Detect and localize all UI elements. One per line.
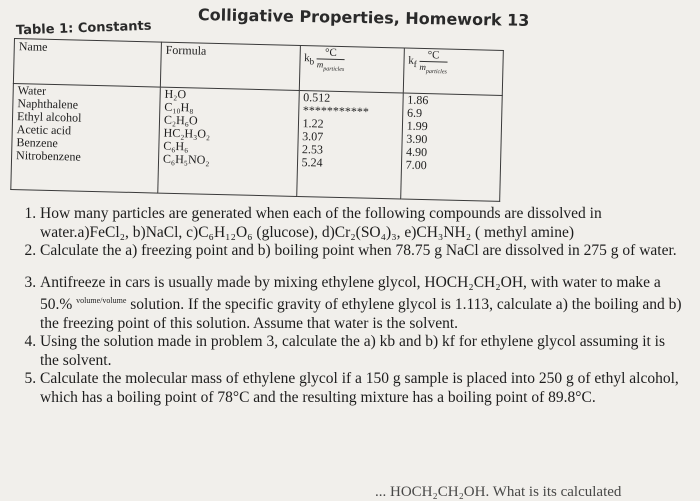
cell-kf: 6.9 [406,105,423,120]
cell-formula: C₂H₆O [163,112,198,128]
cell-formula: H₂O [164,86,187,102]
kf-symbol: $k_f$ [408,55,417,70]
cell-name: Acetic acid [16,122,72,138]
header-name: Name [13,39,161,88]
constants-table-wrapper [10,38,504,202]
cell-kf: 7.00 [405,157,427,173]
header-kf [403,48,503,95]
problem-4: 4. Using the solution made in problem 3, calculate the a) kb and b) kf for ethylene glycol assuming it is the solvent. [40,333,683,370]
cell-name: Ethyl alcohol [16,109,82,125]
cell-formula: C₆H₆ [163,138,189,154]
cell-kf: 3.90 [406,131,428,147]
kb-symbol: $k_b$ [304,52,315,67]
problem-5: 5. Calculate the molecular mass of ethylene glycol if a 150 g sample is placed into 250 g of ethyl alcohol, which has a boiling point of 78°C and the resulting mixture has a boiling point of 89.8°C. [40,370,683,407]
cell-name: Water [17,83,47,98]
cell-kb: 1.22 [302,116,324,131]
formulas-column [158,87,299,196]
kb-column [296,90,403,199]
cell-kf: 1.99 [406,118,428,134]
kb-unit-fraction: $\frac{^\circ C}{m_{particles}}$ [316,46,345,73]
cell-formula: C₁₀H₈ [164,99,194,115]
volume-ratio-unit: volume/volume [76,296,127,305]
problem-1: 1. How many particles are generated when each of the following compounds are dissolved in water.a)FeCl₂, b)NaCl, c)C₆H₁₂O₆ (glucose), d)Cr₂(SO₄)₃, e)CH₃NH₂ ( methyl amine) [40,205,683,242]
cell-kb: *********** [302,103,370,119]
cell-name: Naphthalene [17,96,79,112]
header-formula: Formula [160,42,300,90]
problem-3: 3. Antifreeze in cars is usually made by mixing ethylene glycol, HOCH₂CH₂OH, with water to make a 50.% $^{volume/volume}$ solution. If the specific gravity of ethylene glycol is 1.113, calculate a) the boiling and b) the freezing point of this solution. Assume that water is the solvent. [40,274,683,334]
cell-kb: 3.07 [302,129,324,144]
names-column [11,83,160,193]
cell-name: Benzene [16,135,58,151]
cell-kf: 4.90 [405,144,428,160]
header-kb [299,45,404,93]
cell-name: Nitrobenzene [15,148,81,164]
cell-kb: 0.512 [303,90,331,105]
cell-formula: HC₂H₃O₂ [163,125,211,141]
cell-formula: C₆H₅NO₂ [162,151,210,167]
page-title: Colligative Properties, Homework 13 [197,5,530,30]
table-body-row [11,83,502,201]
cutoff-text: ... HOCH₂CH₂OH. What is its calculated [375,484,622,500]
kf-unit-fraction: $\frac{^\circ C}{m_{particles}}$ [419,49,447,76]
constants-table [10,38,504,202]
problem-list [18,205,683,407]
kf-column [400,93,502,201]
cell-kb: 5.24 [301,155,323,170]
table-caption: Table 1: Constants [15,18,152,39]
cell-kb: 2.53 [301,142,324,157]
cell-kf: 1.86 [407,92,429,108]
problem-2: 2. Calculate the a) freezing point and b) boiling point when 78.75 g NaCl are dissolved in 275 g of water. [40,242,683,261]
